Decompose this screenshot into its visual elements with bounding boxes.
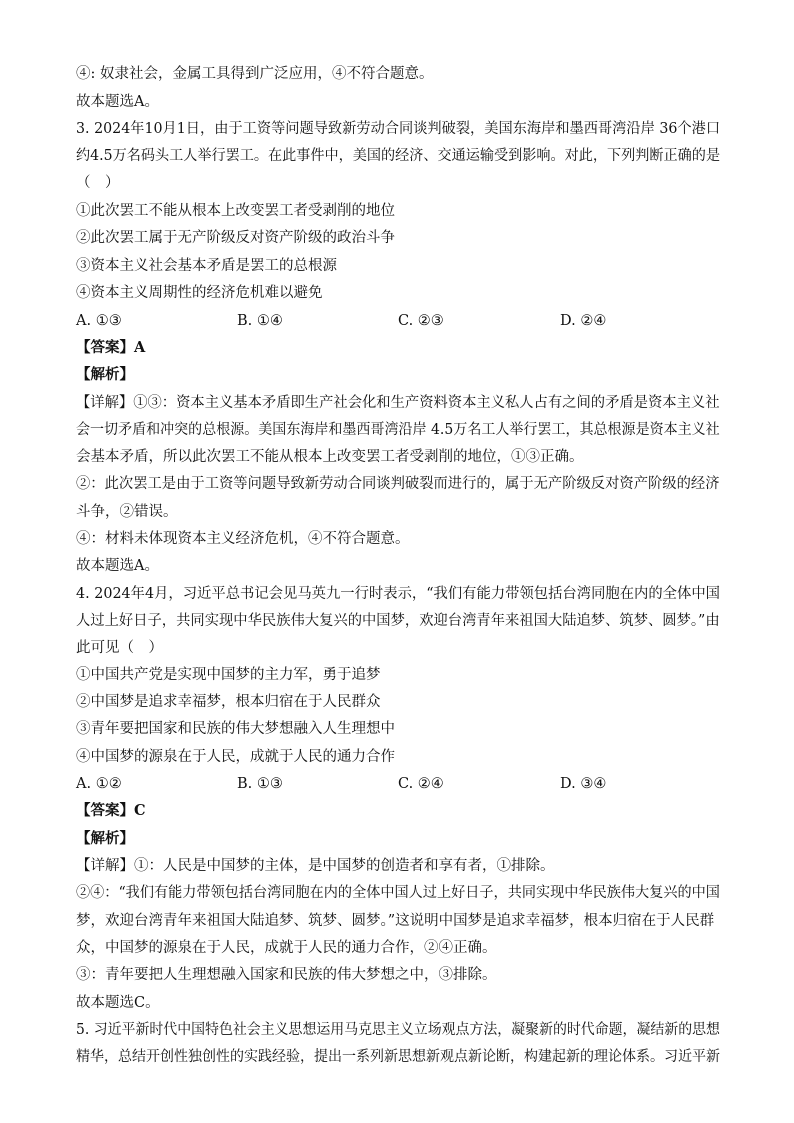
question-5-stem: 精华，总结开创性独创性的实践经验，提出一系列新思想新观点新论断，构建起新的理论体系。习近平新 [76, 1049, 720, 1065]
question-4-statement: ④中国梦的源泉在于人民，成就于人民的通力合作 [76, 749, 395, 765]
explanation-line: 【详解】①③：资本主义基本矛盾即生产社会化和生产资料资本主义私人占有之间的矛盾是资本主义社 [76, 395, 720, 411]
question-4-statement: ③青年要把国家和民族的伟大梦想融入人生理想中 [76, 721, 395, 737]
answer-label: 【答案】C [76, 802, 146, 819]
question-3-statement: ②此次罢工属于无产阶级反对资产阶级的政治斗争 [76, 230, 395, 246]
explanation-line: 梦，欢迎台湾青年来祖国大陆追梦、筑梦、圆梦。”这说明中国梦是追求幸福梦，根本归宿在于人民群 [76, 913, 715, 929]
question-3-statement: ④资本主义周期性的经济危机难以避免 [76, 285, 323, 301]
explanation-line: ③：青年要把人生理想融入国家和民族的伟大梦想之中，③排除。 [76, 967, 497, 983]
explanation-line: 众，中国梦的源泉在于人民，成就于人民的通力合作，②④正确。 [76, 940, 497, 956]
question-4-stem: 4. 2024年4月，习近平总书记会见马英九一行时表示，“我们有能力带领包括台湾同胞在内的全体中国 [76, 586, 720, 602]
explanation-line: 斗争，②错误。 [76, 504, 178, 520]
question-3-option-d: D. ②④ [560, 313, 607, 329]
question-4-stem: 此可见（ ） [76, 640, 163, 656]
question-4-statement: ①中国共产党是实现中国梦的主力军，勇于追梦 [76, 667, 381, 683]
explanation-line: ②④：“我们有能力带领包括台湾同胞在内的全体中国人过上好日子，共同实现中华民族伟大复兴的中国 [76, 885, 720, 901]
explanation-line: ④：材料未体现资本主义经济危机，④不符合题意。 [76, 531, 410, 547]
explanation-line: 故本题选A。 [76, 558, 159, 574]
question-4-stem: 人过上好日子，共同实现中华民族伟大复兴的中国梦，欢迎台湾青年来祖国大陆追梦、筑梦、圆梦。”由 [76, 613, 720, 629]
question-4-option-a: A. ①② [76, 776, 122, 792]
question-3-stem: （ ） [76, 175, 120, 191]
analysis-label: 【解析】 [76, 830, 134, 847]
text-line: ④: 奴隶社会，金属工具得到广泛应用，④不符合题意。 [76, 66, 434, 82]
question-3-stem: 约4.5万名码头工人举行罢工。在此事件中，美国的经济、交通运输受到影响。对此，下列判断正确的是 [76, 148, 721, 164]
analysis-label: 【解析】 [76, 366, 134, 383]
question-3-statement: ①此次罢工不能从根本上改变罢工者受剥削的地位 [76, 203, 395, 219]
text-line: 故本题选A。 [76, 94, 159, 110]
explanation-line: ②：此次罢工是由于工资等问题导致新劳动合同谈判破裂而进行的，属于无产阶级反对资产阶级的经济 [76, 476, 720, 492]
question-4-statement: ②中国梦是追求幸福梦，根本归宿在于人民群众 [76, 694, 381, 710]
answer-label: 【答案】A [76, 339, 146, 356]
question-3-stem: 3. 2024年10月1日，由于工资等问题导致新劳动合同谈判破裂，美国东海岸和墨西哥湾沿岸 36个港口 [76, 121, 721, 137]
explanation-line: 会一切矛盾和冲突的总根源。美国东海岸和墨西哥湾沿岸 4.5万名工人举行罢工，其总根源是资本主义社 [76, 422, 720, 438]
question-4-option-b: B. ①③ [237, 776, 283, 792]
question-5-stem: 5. 习近平新时代中国特色社会主义思想运用马克思主义立场观点方法，凝聚新的时代命题，凝结新的思想 [76, 1022, 720, 1038]
question-3-option-c: C. ②③ [398, 313, 444, 329]
explanation-line: 故本题选C。 [76, 995, 160, 1011]
question-3-option-a: A. ①③ [76, 313, 122, 329]
question-4-option-c: C. ②④ [398, 776, 444, 792]
explanation-line: 会基本矛盾，所以此次罢工不能从根本上改变罢工者受剥削的地位，①③正确。 [76, 449, 584, 465]
explanation-line: 【详解】①：人民是中国梦的主体，是中国梦的创造者和享有者，①排除。 [76, 858, 555, 874]
question-4-option-d: D. ③④ [560, 776, 607, 792]
question-3-option-b: B. ①④ [237, 313, 283, 329]
question-3-statement: ③资本主义社会基本矛盾是罢工的总根源 [76, 258, 337, 274]
